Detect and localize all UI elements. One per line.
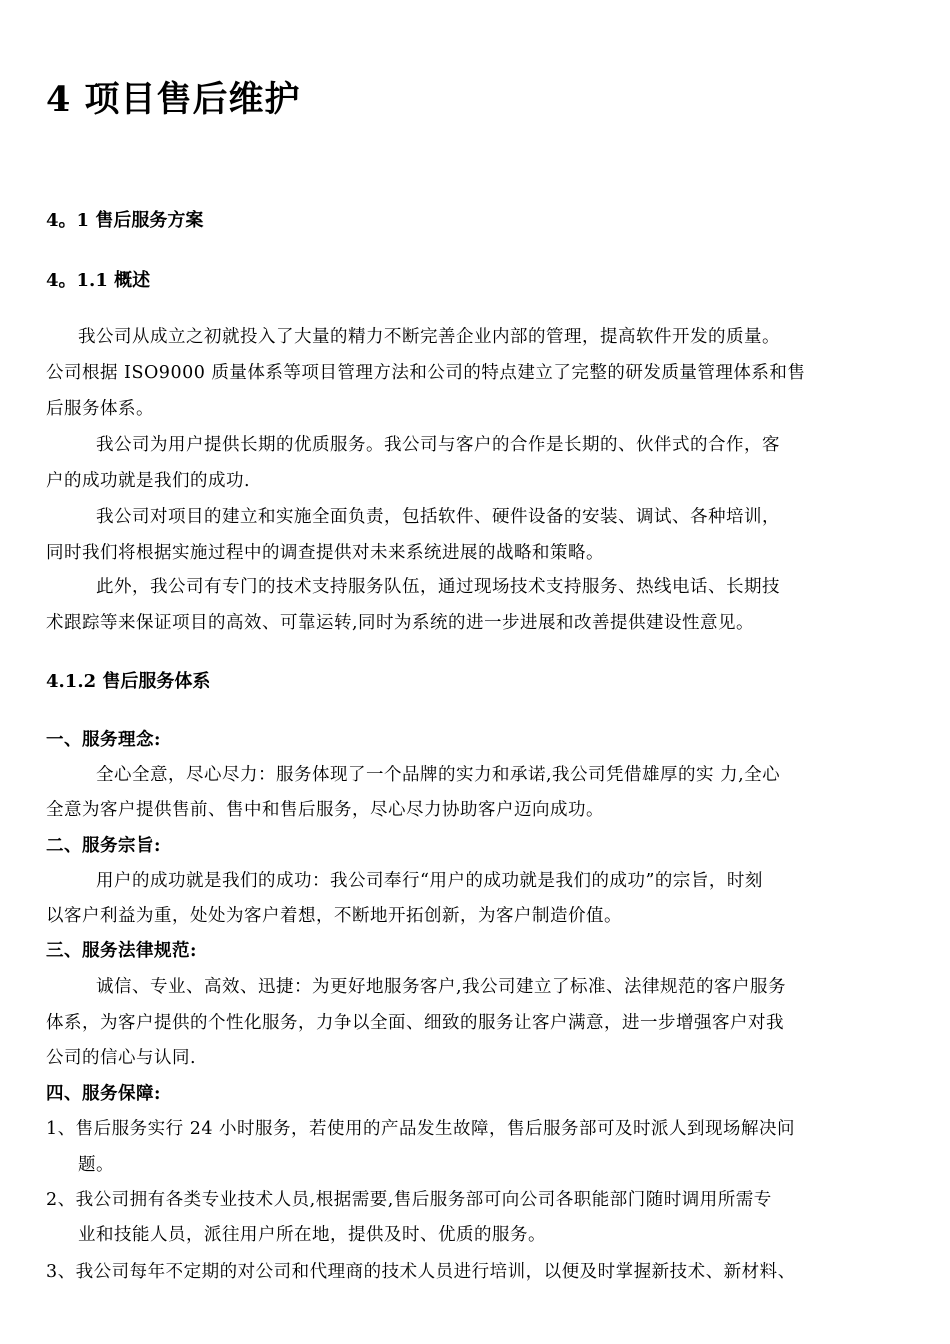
list-item-line: 业和技能人员，派往用户所在地，提供及时、优质的服务。 — [78, 1225, 546, 1245]
overview-line: 我公司从成立之初就投入了大量的精力不断完善企业内部的管理，提高软件开发的质量。 — [78, 327, 780, 347]
list-item-line: 1、售后服务实行 24 小时服务，若使用的产品发生故障，售后服务部可及时派人到现场解决问 — [46, 1119, 796, 1139]
list-item-line: 2、我公司拥有各类专业技术人员,根据需要,售后服务部可向公司各职能部门随时调用所需专 — [46, 1190, 772, 1210]
service-heading-guarantee: 四、服务保障: — [46, 1084, 161, 1104]
paragraph-line: 全心全意，尽心尽力：服务体现了一个品牌的实力和承诺,我公司凭借雄厚的实 力,全心 — [96, 765, 781, 785]
overview-line: 同时我们将根据实施过程中的调查提供对未来系统进展的战略和策略。 — [46, 543, 604, 563]
service-heading-philosophy: 一、服务理念: — [46, 730, 161, 750]
paragraph-line: 诚信、专业、高效、迅捷：为更好地服务客户,我公司建立了标准、法律规范的客户服务 — [96, 977, 787, 997]
list-item-line: 3、我公司每年不定期的对公司和代理商的技术人员进行培训，以便及时掌握新技术、新材料、 — [46, 1262, 796, 1282]
paragraph-line: 用户的成功就是我们的成功：我公司奉行“用户的成功就是我们的成功”的宗旨，时刻 — [96, 871, 763, 891]
subsection-heading-service-system: 4.1.2 售后服务体系 — [46, 671, 211, 692]
paragraph-line: 公司的信心与认同. — [46, 1048, 197, 1068]
paragraph-line: 全意为客户提供售前、售中和售后服务，尽心尽力协助客户迈向成功。 — [46, 800, 604, 820]
overview-line: 我公司对项目的建立和实施全面负责，包括软件、硬件设备的安装、调试、各种培训， — [96, 507, 780, 527]
service-heading-purpose: 二、服务宗旨: — [46, 836, 161, 856]
paragraph-line: 体系，为客户提供的个性化服务，力争以全面、细致的服务让客户满意，进一步增强客户对我 — [46, 1013, 784, 1033]
page-title: 4 项目售后维护 — [46, 79, 301, 120]
overview-line: 我公司为用户提供长期的优质服务。我公司与客户的合作是长期的、伙伴式的合作，客 — [96, 435, 780, 455]
subsection-heading-overview: 4。1.1 概述 — [46, 270, 151, 291]
overview-line: 公司根据 ISO9000 质量体系等项目管理方法和公司的特点建立了完整的研发质量管理体系和售 — [46, 363, 806, 383]
overview-line: 后服务体系。 — [46, 399, 154, 419]
overview-line: 户的成功就是我们的成功. — [46, 471, 251, 491]
overview-line: 术跟踪等来保证项目的高效、可靠运转,同时为系统的进一步进展和改善提供建设性意见。 — [46, 613, 755, 633]
list-item-line: 题。 — [78, 1155, 114, 1175]
section-heading: 4。1 售后服务方案 — [46, 210, 204, 231]
service-heading-standards: 三、服务法律规范: — [46, 941, 197, 961]
overview-line: 此外，我公司有专门的技术支持服务队伍，通过现场技术支持服务、热线电话、长期技 — [96, 577, 780, 597]
paragraph-line: 以客户利益为重，处处为客户着想，不断地开拓创新，为客户制造价值。 — [46, 906, 622, 926]
